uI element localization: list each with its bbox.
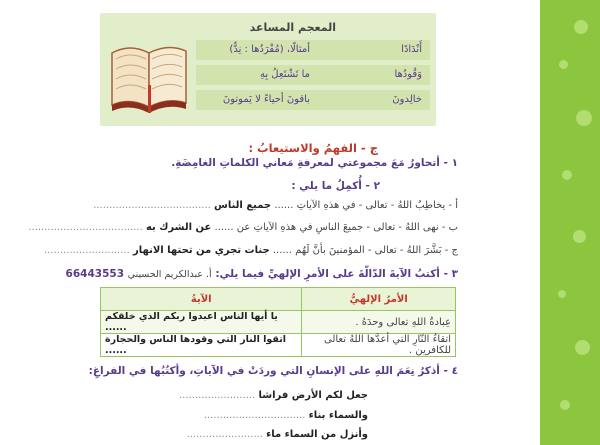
item-text: أ - يخاطِبُ اللهُ - تعالى - في هذهِ الآياتِ ...... (274, 200, 458, 211)
table-cell-verse[interactable]: اتقوا النار التي وقودها الناس والحجارة ...... (101, 334, 302, 357)
blessing-item (187, 429, 368, 440)
table-header: الآيةُ (101, 288, 302, 311)
command-verse-table (100, 287, 456, 357)
item-answer[interactable]: جنات تجري من تحتها الانهار (132, 245, 270, 256)
section-heading: ج - الفهمُ والاستيعابُ : (248, 141, 378, 155)
item-text: ج - بَشَّرَ اللهُ - تعالى - المؤمنينَ بأنَّ لَهُم ...... (272, 245, 458, 256)
dictionary-title: المعجم المساعد (249, 21, 336, 34)
dictionary-word: أَنْدَادًا (401, 44, 422, 55)
table-row (101, 334, 456, 357)
fill-item (44, 245, 458, 256)
table-header: الأمرُ الإلهيُّ (302, 288, 456, 311)
dictionary-word: خالِدونَ (392, 94, 422, 105)
blessing-item (204, 410, 368, 421)
question-2: ٢ - أُكمِلُ ما يلي : (291, 180, 380, 192)
blessing-dots: ................................ (203, 410, 306, 421)
question-3-text: ٣ - أكتبُ الآيةَ الدّالّةَ على الأمرِ الإلهيِّ فيما يلي: (215, 268, 458, 280)
blessing-dots: ........................ (186, 429, 263, 440)
blessing-dots: ........................ (179, 390, 256, 401)
dictionary-row (196, 40, 430, 60)
helper-dictionary (100, 13, 436, 126)
question-3 (66, 268, 458, 280)
question-1: ١ - أتحاورُ مَعَ مجموعتي لمعرفةِ مَعاني الكلماتِ الغامِضَةِ. (171, 157, 458, 169)
item-answer[interactable]: جميع الناس (214, 200, 272, 211)
fill-item (28, 222, 458, 233)
blessing-answer[interactable]: والسماء بناء (308, 410, 368, 421)
dictionary-word: وَقُودُها (394, 69, 422, 80)
table-cell-command: عِبادةُ اللهِ تعالى وحدَهُ . (302, 311, 456, 334)
open-book-icon (108, 23, 190, 115)
teacher-name: أ. عبدالكريم الحسيني (127, 269, 212, 280)
blessing-answer[interactable]: جعل لكم الأرض فراشا (258, 390, 368, 401)
decorative-stripe (540, 0, 600, 445)
phone-number: 66443553 (65, 268, 124, 280)
dictionary-row (196, 90, 430, 110)
dictionary-row (196, 65, 430, 85)
question-4: ٤ - أذكرُ نِعَمَ اللهِ على الإنسانِ التي وردَتْ في الآياتِ، وأكتُبُها في الفراغِ: (88, 365, 458, 377)
table-row (101, 311, 456, 334)
table-cell-verse[interactable]: يا أيها الناس اعبدوا ربكم الذي خلقكم ...... (101, 311, 302, 334)
item-answer[interactable]: عن الشرك به (145, 222, 212, 233)
dictionary-meaning: أمثالًا، (مُفْرَدُها : نِدٌّ) (229, 44, 310, 55)
item-dots: ........................... (43, 245, 130, 256)
item-dots: .................................... (28, 222, 143, 233)
table-cell-command: اتقاءُ النّارِ التي أعدَّها اللهُ تعالى للكافرين . (302, 334, 456, 357)
table-header-row (101, 288, 456, 311)
dictionary-meaning: ما تَشْتَعِلُ بِهِ (259, 69, 310, 80)
dictionary-meaning: باقونَ أحياءً لا يَموتونَ (222, 94, 310, 105)
blessing-item (179, 390, 368, 401)
blessing-answer[interactable]: وأنزل من السماء ماء (266, 429, 368, 440)
item-dots: ..................................... (93, 200, 211, 211)
item-text: ب - نهى اللهُ - تعالى - جميعَ الناسِ في هذهِ الآياتِ عن ...... (214, 222, 458, 233)
fill-item (93, 200, 458, 211)
